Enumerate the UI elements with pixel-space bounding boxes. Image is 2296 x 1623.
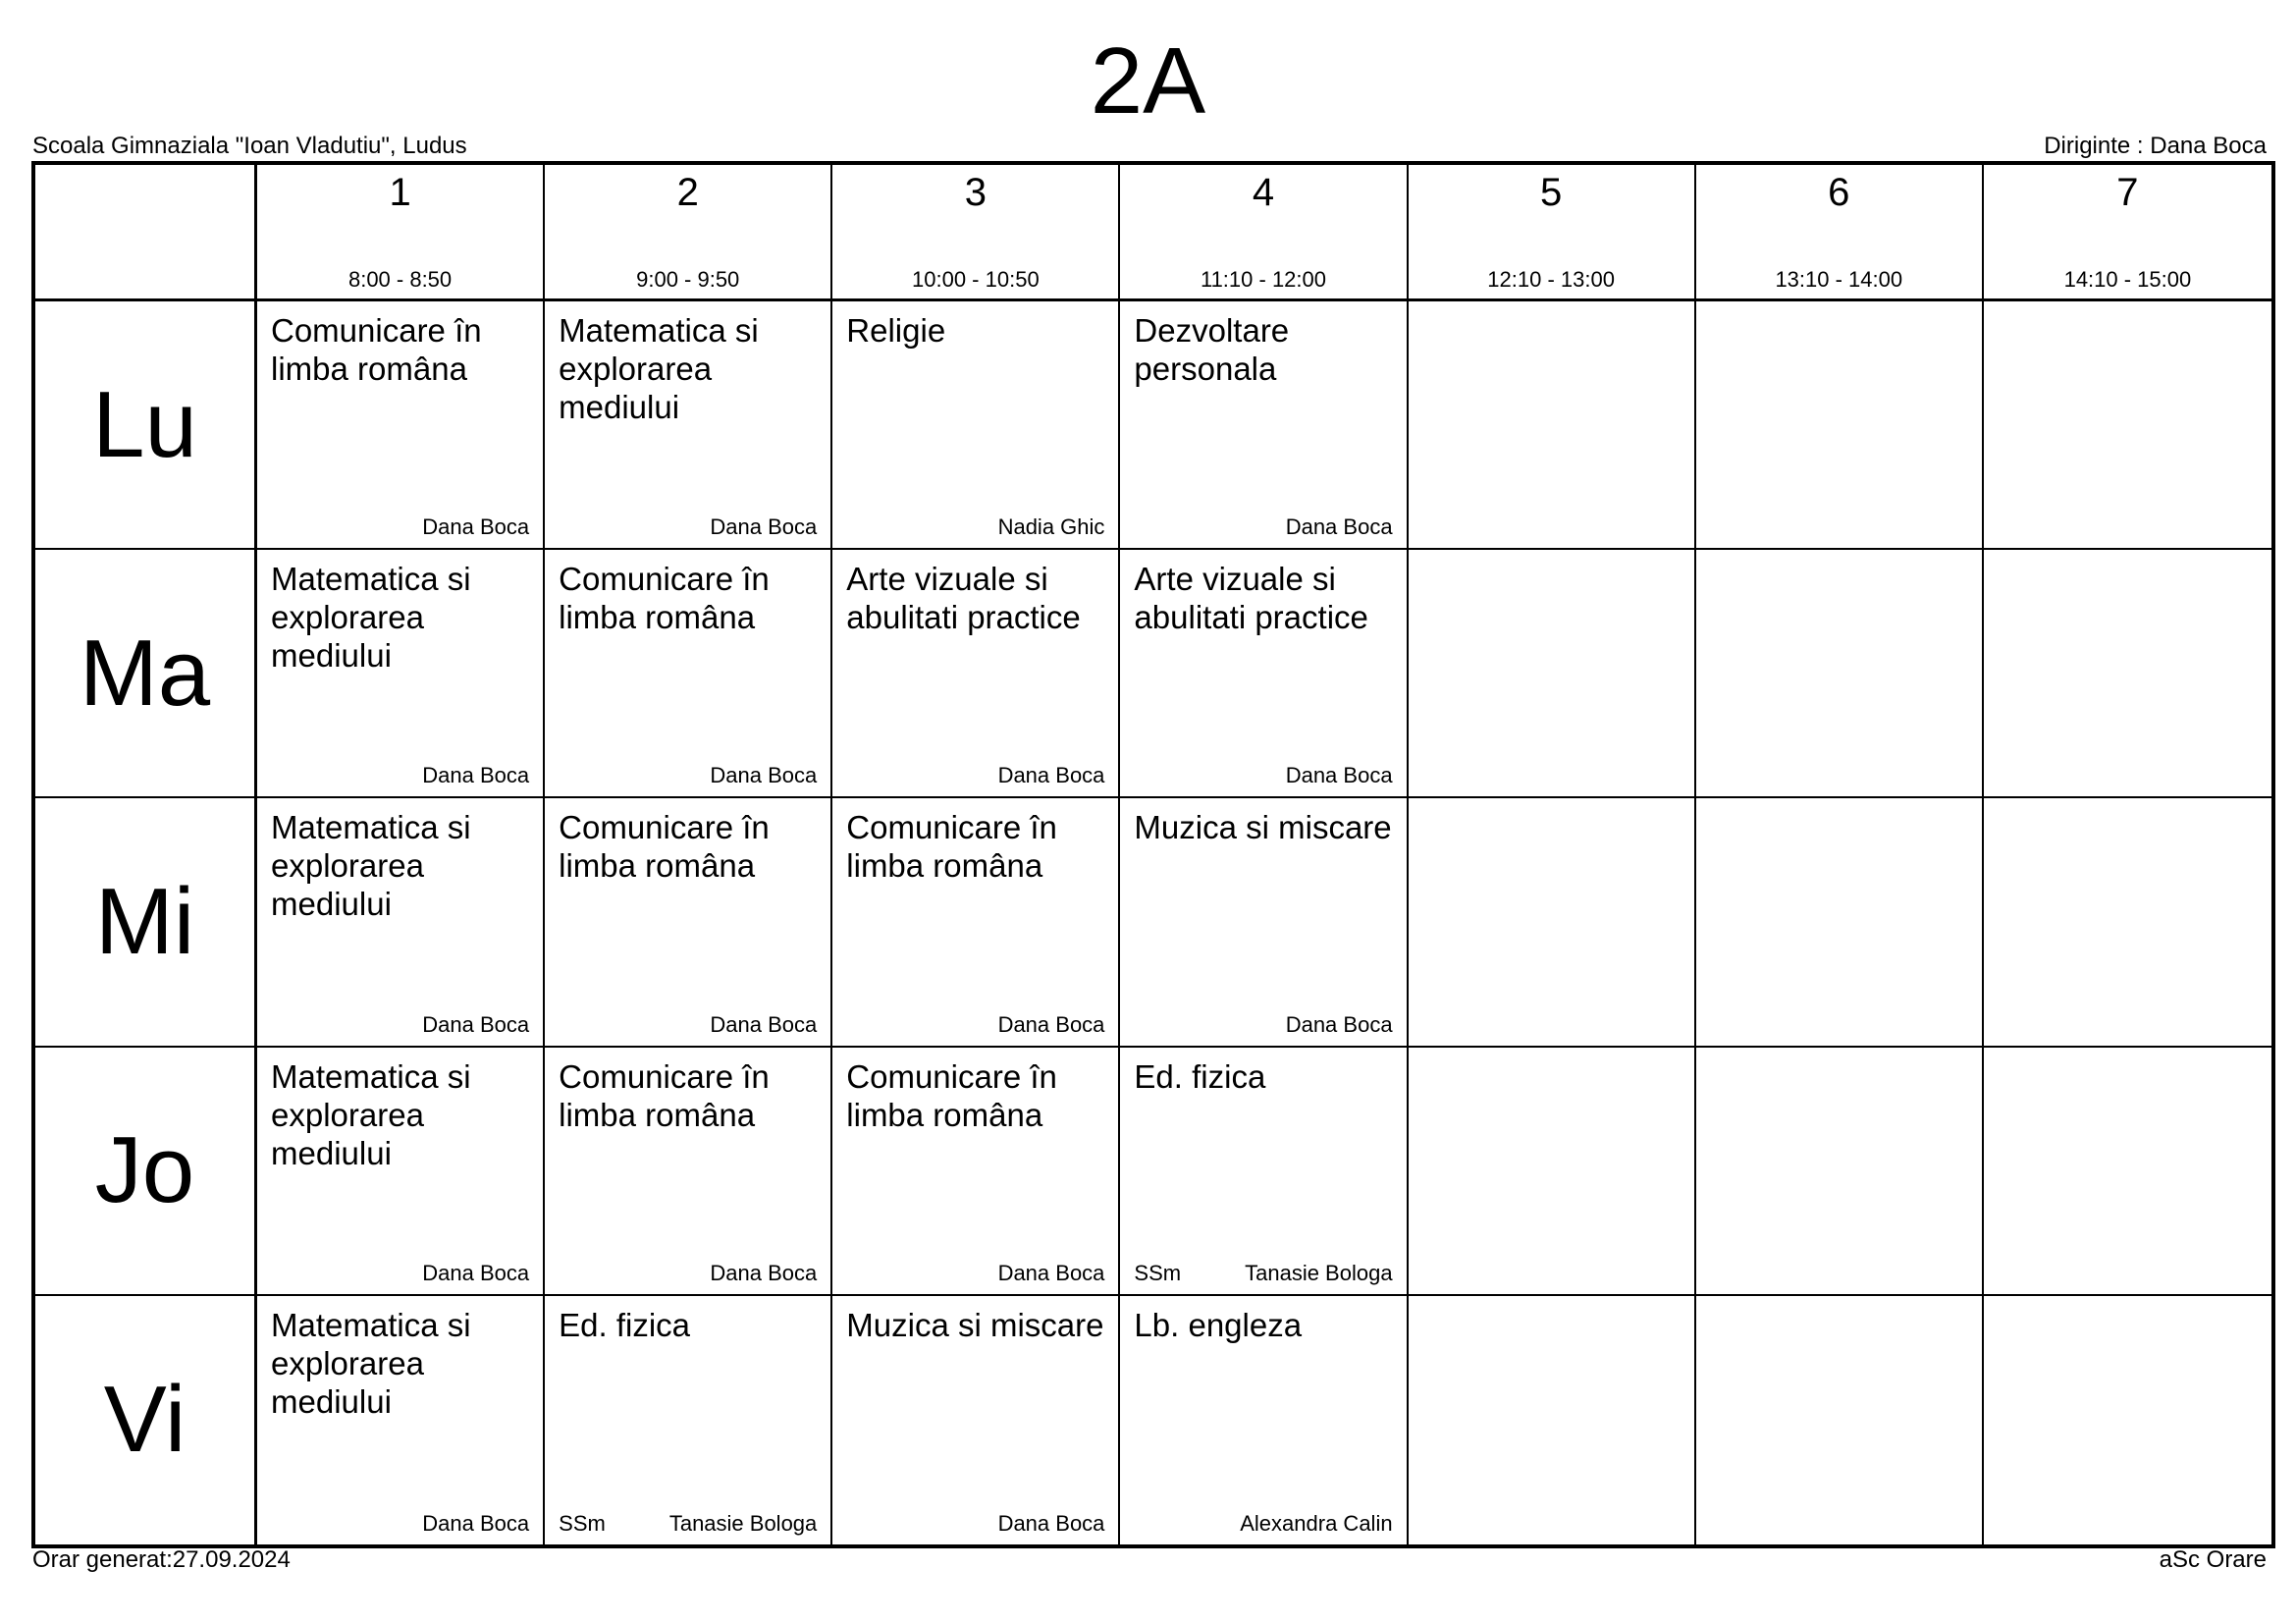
lesson-room: SSm [559, 1510, 606, 1536]
lesson-cell [1120, 1296, 1408, 1544]
generated-date: Orar generat:27.09.2024 [32, 1546, 291, 1573]
period-time: 13:10 - 14:00 [1775, 267, 1903, 292]
period-number: 3 [964, 171, 987, 214]
timetable-grid [31, 161, 2275, 1548]
lesson-cell [545, 798, 832, 1047]
lesson-teacher: Alexandra Calin [1240, 1510, 1393, 1536]
lesson-teacher: Dana Boca [422, 1011, 530, 1037]
lesson-cell [257, 1296, 545, 1544]
day-label: Lu [92, 371, 197, 477]
lesson-cell [1409, 1048, 1696, 1296]
lesson-teacher: Dana Boca [422, 514, 530, 540]
corner-cell [35, 165, 257, 301]
lesson-cell [257, 1048, 545, 1296]
lesson-cell [1409, 301, 1696, 550]
day-header [35, 301, 257, 550]
period-number: 5 [1540, 171, 1563, 214]
lesson-subject: Muzica si miscare [1134, 809, 1392, 846]
day-label: Ma [79, 620, 211, 726]
lesson-subject: Comunicare în limba româna [846, 1057, 1057, 1133]
period-time: 11:10 - 12:00 [1200, 267, 1326, 292]
day-label: Mi [94, 868, 195, 974]
lesson-cell [1120, 550, 1408, 798]
lesson-teacher: Dana Boca [710, 1260, 818, 1285]
lesson-cell [545, 1048, 832, 1296]
lesson-teacher: Dana Boca [710, 514, 818, 540]
lesson-cell [257, 798, 545, 1047]
period-number: 2 [676, 171, 699, 214]
timetable-title: 2A [1090, 28, 1206, 134]
lesson-cell [1696, 1048, 1984, 1296]
period-header [1120, 165, 1408, 301]
lesson-teacher: Dana Boca [997, 1510, 1105, 1536]
period-header [545, 165, 832, 301]
lesson-cell [832, 550, 1120, 798]
lesson-cell [1409, 1296, 1696, 1544]
lesson-teacher: Dana Boca [422, 763, 530, 788]
lesson-teacher: Dana Boca [710, 1011, 818, 1037]
period-header [1696, 165, 1984, 301]
day-header [35, 1296, 257, 1544]
lesson-cell [832, 1048, 1120, 1296]
lesson-teacher: Dana Boca [997, 1260, 1105, 1285]
lesson-teacher: Nadia Ghic [997, 514, 1105, 540]
lesson-subject: Ed. fizica [559, 1306, 691, 1343]
lesson-cell [1120, 301, 1408, 550]
lesson-teacher: Dana Boca [997, 1011, 1105, 1037]
lesson-subject: Matematica si explorarea mediului [271, 809, 471, 923]
lesson-room: SSm [1134, 1260, 1182, 1285]
period-header [257, 165, 545, 301]
lesson-cell [1984, 1296, 2271, 1544]
period-header [1984, 165, 2271, 301]
lesson-teacher: Dana Boca [422, 1260, 530, 1285]
lesson-subject: Matematica si explorarea mediului [559, 312, 759, 425]
software-credit: aSc Orare [2159, 1546, 2267, 1573]
period-time: 10:00 - 10:50 [912, 267, 1040, 292]
lesson-cell [1120, 798, 1408, 1047]
lesson-cell [1984, 798, 2271, 1047]
period-time: 8:00 - 8:50 [347, 267, 453, 292]
lesson-teacher: Tanasie Bologa [1245, 1260, 1393, 1285]
lesson-subject: Muzica si miscare [846, 1306, 1104, 1343]
lesson-teacher: Dana Boca [1285, 514, 1393, 540]
lesson-cell [1696, 301, 1984, 550]
lesson-teacher: Dana Boca [710, 763, 818, 788]
lesson-subject: Comunicare în limba româna [271, 312, 482, 387]
lesson-cell [832, 798, 1120, 1047]
lesson-cell [257, 301, 545, 550]
day-header [35, 1048, 257, 1296]
lesson-cell [1984, 301, 2271, 550]
lesson-subject: Matematica si explorarea mediului [271, 561, 471, 675]
lesson-cell [545, 301, 832, 550]
lesson-subject: Comunicare în limba româna [559, 1057, 770, 1133]
period-header [832, 165, 1120, 301]
period-time: 9:00 - 9:50 [636, 267, 740, 292]
lesson-teacher: Dana Boca [997, 763, 1105, 788]
day-header [35, 798, 257, 1047]
lesson-cell [1409, 798, 1696, 1047]
lesson-cell [545, 550, 832, 798]
period-number: 4 [1252, 171, 1275, 214]
period-header [1409, 165, 1696, 301]
lesson-cell [1120, 1048, 1408, 1296]
period-number: 6 [1828, 171, 1850, 214]
lesson-subject: Matematica si explorarea mediului [271, 1057, 471, 1171]
lesson-teacher: Dana Boca [1285, 1011, 1393, 1037]
lesson-cell [1409, 550, 1696, 798]
lesson-teacher: Tanasie Bologa [668, 1510, 818, 1536]
lesson-subject: Comunicare în limba româna [559, 809, 770, 885]
period-time: 14:10 - 15:00 [2063, 267, 2192, 292]
lesson-cell [832, 301, 1120, 550]
day-label: Jo [94, 1117, 195, 1223]
day-label: Vi [103, 1367, 187, 1473]
lesson-cell [1696, 550, 1984, 798]
lesson-cell [1984, 550, 2271, 798]
lesson-subject: Comunicare în limba româna [559, 561, 770, 636]
lesson-subject: Dezvoltare personala [1134, 312, 1290, 387]
lesson-cell [545, 1296, 832, 1544]
lesson-subject: Religie [846, 312, 946, 349]
lesson-cell [832, 1296, 1120, 1544]
day-header [35, 550, 257, 798]
lesson-subject: Arte vizuale si abulitati practice [846, 561, 1081, 636]
lesson-subject: Arte vizuale si abulitati practice [1134, 561, 1368, 636]
lesson-subject: Comunicare în limba româna [846, 809, 1057, 885]
lesson-cell [1696, 1296, 1984, 1544]
period-number: 7 [2116, 171, 2139, 214]
period-number: 1 [389, 171, 411, 214]
lesson-subject: Matematica si explorarea mediului [271, 1306, 471, 1420]
lesson-cell [1984, 1048, 2271, 1296]
head-teacher: Diriginte : Dana Boca [2044, 133, 2267, 159]
lesson-subject: Ed. fizica [1134, 1057, 1266, 1095]
school-name: Scoala Gimnaziala "Ioan Vladutiu", Ludus [32, 133, 467, 159]
period-time: 12:10 - 13:00 [1487, 267, 1615, 292]
lesson-teacher: Dana Boca [1285, 763, 1393, 788]
lesson-cell [1696, 798, 1984, 1047]
lesson-cell [257, 550, 545, 798]
lesson-teacher: Dana Boca [422, 1510, 530, 1536]
lesson-subject: Lb. engleza [1134, 1306, 1303, 1343]
